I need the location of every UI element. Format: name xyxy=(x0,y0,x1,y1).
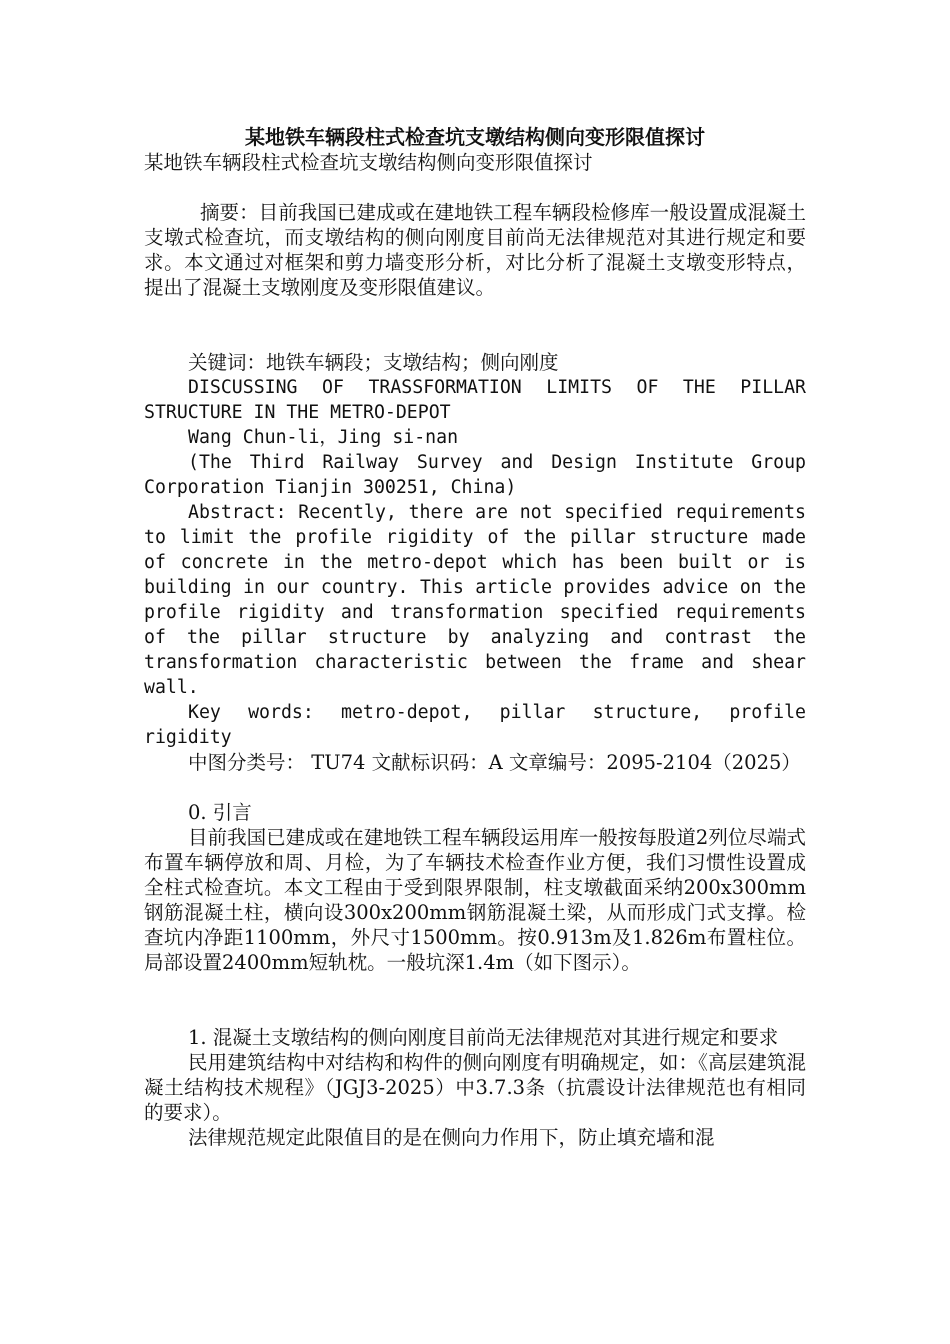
spacer xyxy=(144,300,806,350)
keywords-en: Key words: metro-depot, pillar structure, profile rigidity xyxy=(144,702,806,748)
spacer xyxy=(144,775,806,800)
section-0-heading: 0. 引言 xyxy=(188,801,252,824)
title-en: DISCUSSING OF TRASSFORMATION LIMITS OF THE PILLAR STRUCTURE IN THE METRO-DEPOT xyxy=(144,377,806,423)
document-subtitle: 某地铁车辆段柱式检查坑支墩结构侧向变形限值探讨 xyxy=(144,151,593,174)
abstract-cn: 摘要：目前我国已建成或在建地铁工程车辆段检修库一般设置成混凝土支墩式检查坑，而支墩结构的侧向刚度目前尚无法律规范对其进行规定和要求。本文通过对框架和剪力墙变形分析，对比分析了混凝土支墩变形特点，提出了混凝土支墩刚度及变形限值建议。 xyxy=(144,201,806,299)
section-0-body: 目前我国已建成或在建地铁工程车辆段运用库一般按每股道2列位尽端式布置车辆停放和周、月检，为了车辆技术检查作业方便，我们习惯性设置成全柱式检查坑。本文工程由于受到限界限制，柱支墩截面采纳200x300mm钢筋混凝土柱，横向设300x200mm钢筋混凝土梁，从而形成门式支撑。检查坑内净距1100mm，外尺寸1500mm。按0.913m及1.826m布置柱位。局部设置2400mm短轨枕。一般坑深1.4m（如下图示）。 xyxy=(144,826,806,974)
section-1-body-2: 法律规范规定此限值目的是在侧向力作用下，防止填充墙和混 xyxy=(188,1126,715,1149)
section-1-heading: 1. 混凝土支墩结构的侧向刚度目前尚无法律规范对其进行规定和要求 xyxy=(188,1026,779,1049)
authors-en: Wang Chun-li，Jing si-nan xyxy=(188,427,459,448)
spacer xyxy=(144,175,806,200)
abstract-en: Abstract: Recently, there are not specified requirements to limit the profile rigidity of the pillar structure made of concrete in the metro-depot which has been built or is building in our country. This article provides advice on the profile rigidity and transformation specified requirements of the pillar structure by analyzing and contrast the transformation characteristic between the frame and shear wall. xyxy=(144,502,806,698)
document-title: 某地铁车辆段柱式检查坑支墩结构侧向变形限值探讨 xyxy=(245,125,705,149)
section-1-body-1: 民用建筑结构中对结构和构件的侧向刚度有明确规定，如：《高层建筑混凝土结构技术规程》（JGJ3-2025）中3.7.3条（抗震设计法律规范也有相同的要求）。 xyxy=(144,1051,806,1124)
affiliation-en: (The Third Railway Survey and Design Institute Group Corporation Tianjin 300251, China) xyxy=(144,452,806,498)
document-content xyxy=(144,124,806,1150)
classification-line: 中图分类号： TU74 文献标识码：A 文章编号：2095-2104（2025） xyxy=(188,751,801,774)
spacer xyxy=(144,975,806,1025)
keywords-cn: 关键词：地铁车辆段；支墩结构；侧向刚度 xyxy=(188,351,559,374)
